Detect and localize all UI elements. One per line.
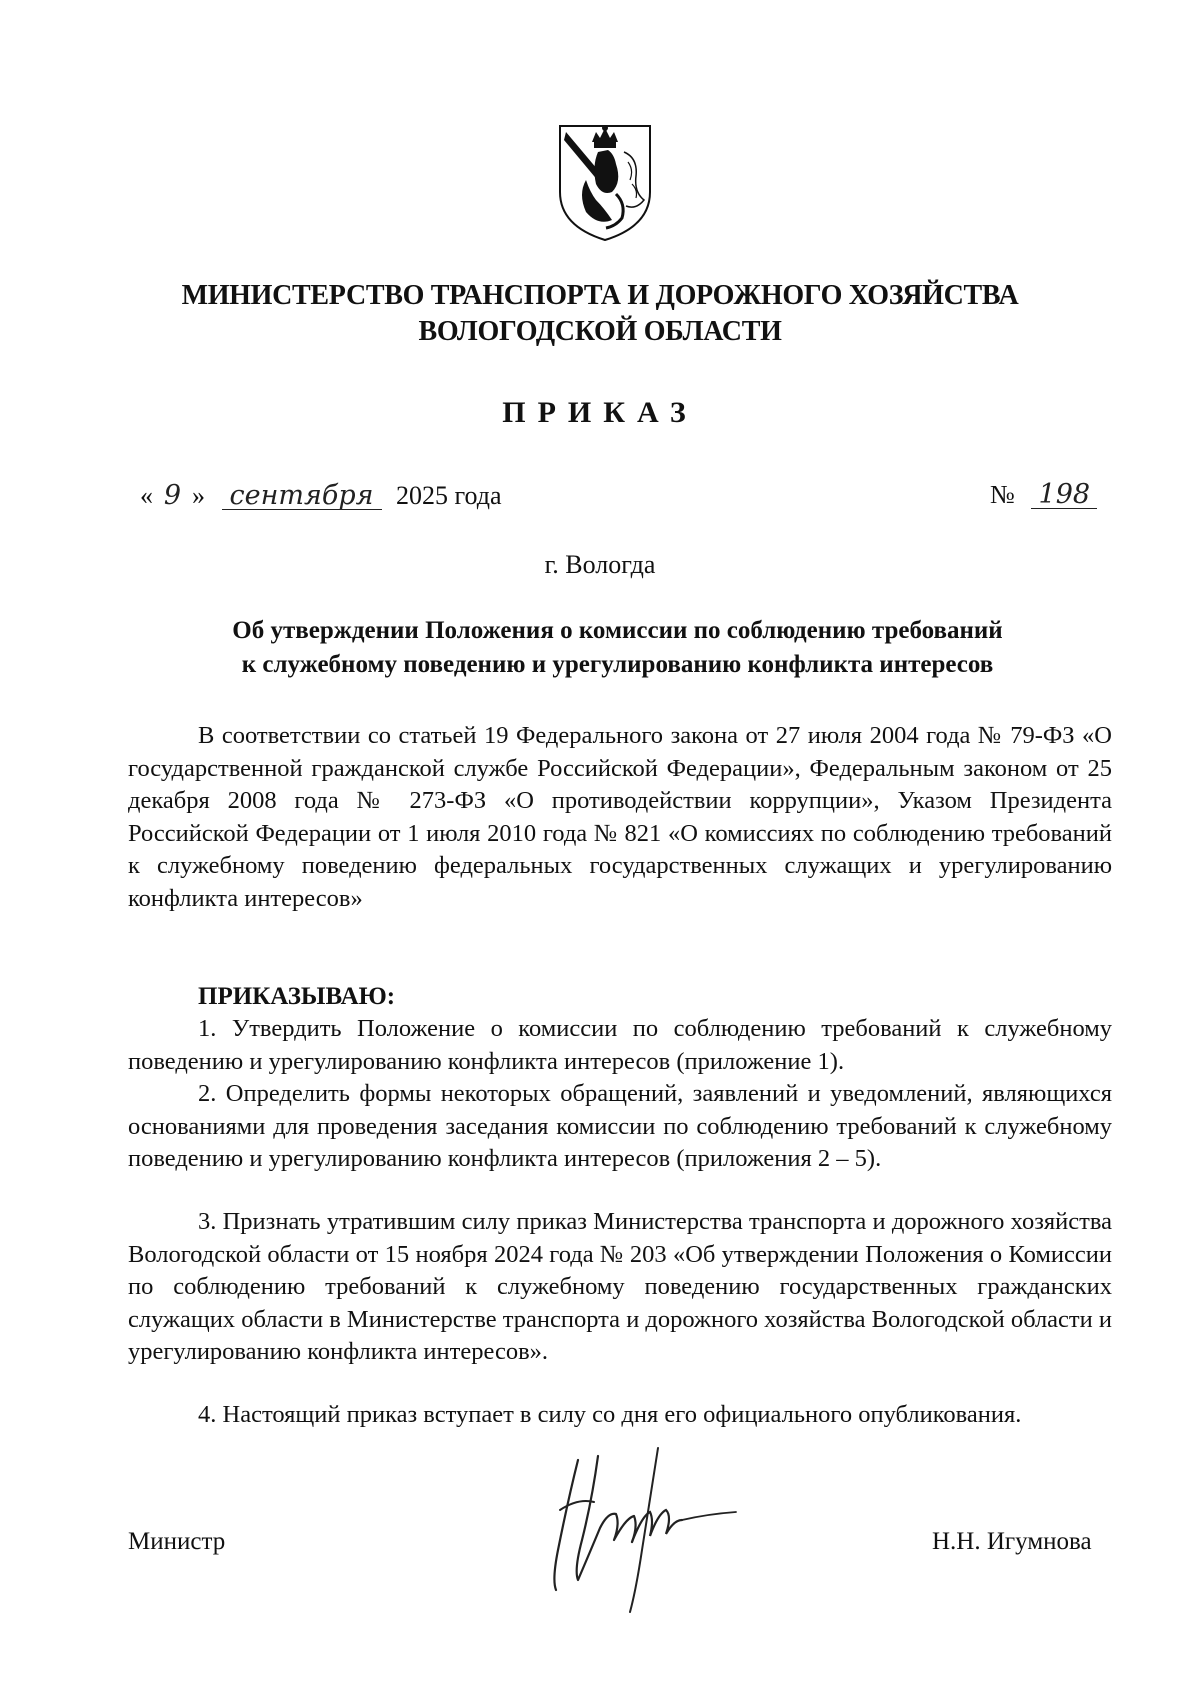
number-value: 198 bbox=[1031, 482, 1097, 509]
order-item-4: 4. Настоящий приказ вступает в силу со дня его официального опубликования. bbox=[198, 1401, 1022, 1428]
order-date bbox=[140, 480, 502, 511]
date-day: 9 bbox=[163, 480, 182, 511]
document-type-title: ПРИКАЗ bbox=[502, 396, 698, 429]
number-label: № bbox=[990, 480, 1015, 509]
ministry-name-line1: МИНИСТЕРСТВО ТРАНСПОРТА И ДОРОЖНОГО ХОЗЯЙСТВА bbox=[181, 280, 1019, 311]
subject-line2: к служебному поведению и урегулированию конфликта интересов bbox=[241, 651, 994, 678]
order-item-1: 1. Утвердить Положение о комиссии по соблюдению требований к служебному поведению и урегулированию конфликта интересов (приложение 1). bbox=[128, 1015, 1112, 1075]
coat-of-arms-icon bbox=[556, 122, 654, 244]
quote-open: « bbox=[140, 481, 153, 510]
ministry-name-line2: ВОЛОГОДСКОЙ ОБЛАСТИ bbox=[418, 316, 782, 347]
signatory-name: Н.Н. Игумнова bbox=[932, 1528, 1092, 1555]
order-item-2: 2. Определить формы некоторых обращений, заявлений и уведомлений, являющихся основаниями для проведения заседания комиссии по соблюдению требований к служебному поведению и урегулированию конфликта интересов (приложения 2 – 5). bbox=[128, 1080, 1112, 1172]
city: г. Вологда bbox=[544, 550, 656, 579]
preamble-paragraph: В соответствии со статьей 19 Федерального закона от 27 июля 2004 года № 79-ФЗ «О государственной гражданской службе Российской Федерации», Федеральным законом от 25 декабря 2008 года № 273-ФЗ «О противодействии коррупции», Указом Президента Российской Федерации от 1 июля 2010 года № 821 «О комиссиях по соблюдению требований к служебному поведению федеральных государственных служащих и урегулированию конфликта интересов» bbox=[128, 722, 1112, 912]
date-month: сентября bbox=[222, 483, 382, 510]
handwritten-signature-icon bbox=[538, 1440, 748, 1620]
orders-heading: ПРИКАЗЫВАЮ: bbox=[198, 983, 396, 1010]
subject-line1: Об утверждении Положения о комиссии по соблюдению требований bbox=[232, 617, 1003, 644]
quote-close: » bbox=[192, 481, 205, 510]
signatory-role: Министр bbox=[128, 1528, 226, 1555]
order-item-3: 3. Признать утратившим силу приказ Министерства транспорта и дорожного хозяйства Вологодской области от 15 ноября 2024 года № 203 «Об утверждении Положения о Комиссии по соблюдению требований к служебному поведению государственных гражданских служащих области в Министерстве транспорта и дорожного хозяйства Вологодской области и урегулированию конфликта интересов». bbox=[128, 1208, 1112, 1365]
order-number bbox=[990, 480, 1097, 510]
date-year: 2025 года bbox=[396, 481, 502, 510]
